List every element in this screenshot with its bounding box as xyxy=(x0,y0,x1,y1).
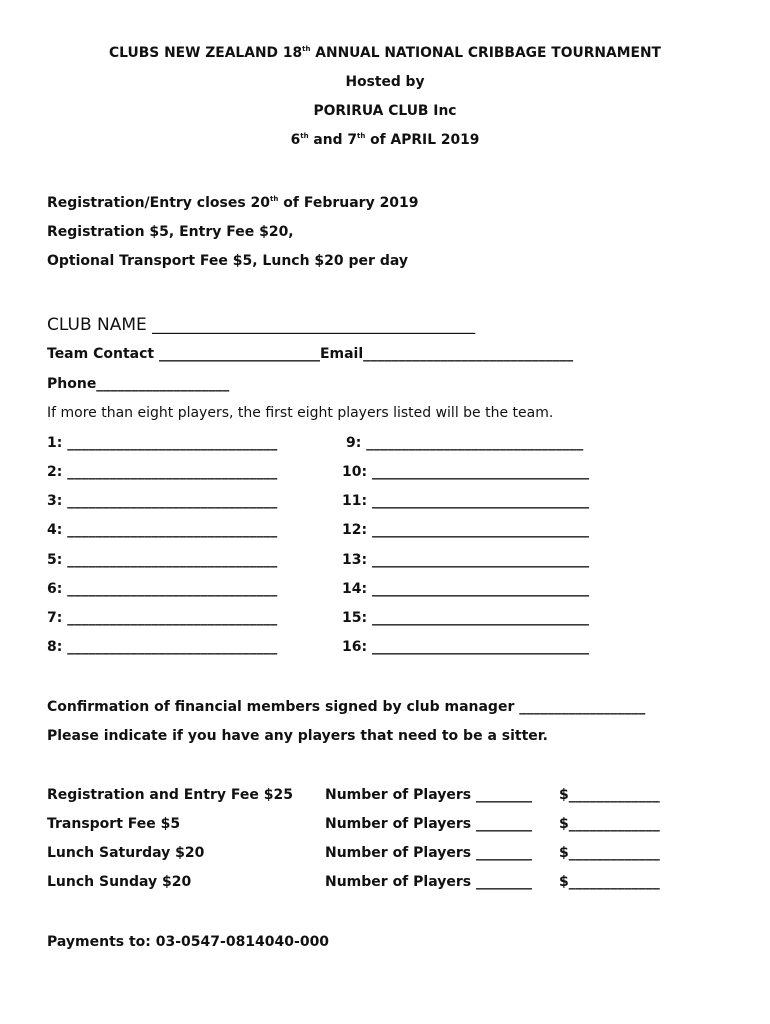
number-of-players-field[interactable]: Number of Players ________ xyxy=(325,845,532,861)
amount-field[interactable]: $_____________ xyxy=(559,787,660,803)
fee-item-label: Lunch Saturday $20 xyxy=(47,845,205,861)
fee-item-label: Lunch Sunday $20 xyxy=(47,874,192,890)
registration-fees: Registration $5, Entry Fee $20, xyxy=(47,224,294,240)
tournament-title: CLUBS NEW ZEALAND 18th ANNUAL NATIONAL CRIBBAGE TOURNAMENT xyxy=(109,45,661,61)
player-line-14[interactable]: 14: _______________________________ xyxy=(342,581,589,597)
player-line-2[interactable]: 2: ______________________________ xyxy=(47,464,278,480)
player-line-6[interactable]: 6: ______________________________ xyxy=(47,581,278,597)
amount-field[interactable]: $_____________ xyxy=(559,816,660,832)
amount-field[interactable]: $_____________ xyxy=(559,845,660,861)
player-line-4[interactable]: 4: ______________________________ xyxy=(47,522,278,538)
optional-fees: Optional Transport Fee $5, Lunch $20 per day xyxy=(47,253,408,269)
phone-field[interactable]: Phone___________________ xyxy=(47,376,230,392)
player-line-13[interactable]: 13: _______________________________ xyxy=(342,552,589,568)
player-line-10[interactable]: 10: _______________________________ xyxy=(342,464,589,480)
player-line-9[interactable]: 9: _______________________________ xyxy=(346,435,584,451)
fee-item-label: Registration and Entry Fee $25 xyxy=(47,787,293,803)
manager-signature-field[interactable]: Confirmation of financial members signed by club manager __________________ xyxy=(47,699,646,715)
player-line-16[interactable]: 16: _______________________________ xyxy=(342,639,589,655)
player-line-7[interactable]: 7: ______________________________ xyxy=(47,610,278,626)
team-note: If more than eight players, the first eight players listed will be the team. xyxy=(47,405,554,421)
number-of-players-field[interactable]: Number of Players ________ xyxy=(325,816,532,832)
fee-item-label: Transport Fee $5 xyxy=(47,816,181,832)
team-contact-email-field[interactable]: Team Contact _______________________Email______________________________ xyxy=(47,346,574,362)
player-line-8[interactable]: 8: ______________________________ xyxy=(47,639,278,655)
payment-account: Payments to: 03-0547-0814040-000 xyxy=(47,934,330,950)
club-name-field[interactable]: CLUB NAME ______________________________________ xyxy=(47,315,476,335)
player-line-5[interactable]: 5: ______________________________ xyxy=(47,552,278,568)
player-line-3[interactable]: 3: ______________________________ xyxy=(47,493,278,509)
closing-date: Registration/Entry closes 20th of February 2019 xyxy=(47,195,419,211)
number-of-players-field[interactable]: Number of Players ________ xyxy=(325,787,532,803)
sitter-note: Please indicate if you have any players that need to be a sitter. xyxy=(47,728,548,744)
player-line-12[interactable]: 12: _______________________________ xyxy=(342,522,589,538)
player-line-15[interactable]: 15: _______________________________ xyxy=(342,610,589,626)
amount-field[interactable]: $_____________ xyxy=(559,874,660,890)
player-line-11[interactable]: 11: _______________________________ xyxy=(342,493,589,509)
player-line-1[interactable]: 1: ______________________________ xyxy=(47,435,278,451)
tournament-dates: 6th and 7th of APRIL 2019 xyxy=(290,132,480,148)
hosted-by-label: Hosted by xyxy=(345,74,425,90)
number-of-players-field[interactable]: Number of Players ________ xyxy=(325,874,532,890)
host-club-name: PORIRUA CLUB Inc xyxy=(313,103,457,119)
